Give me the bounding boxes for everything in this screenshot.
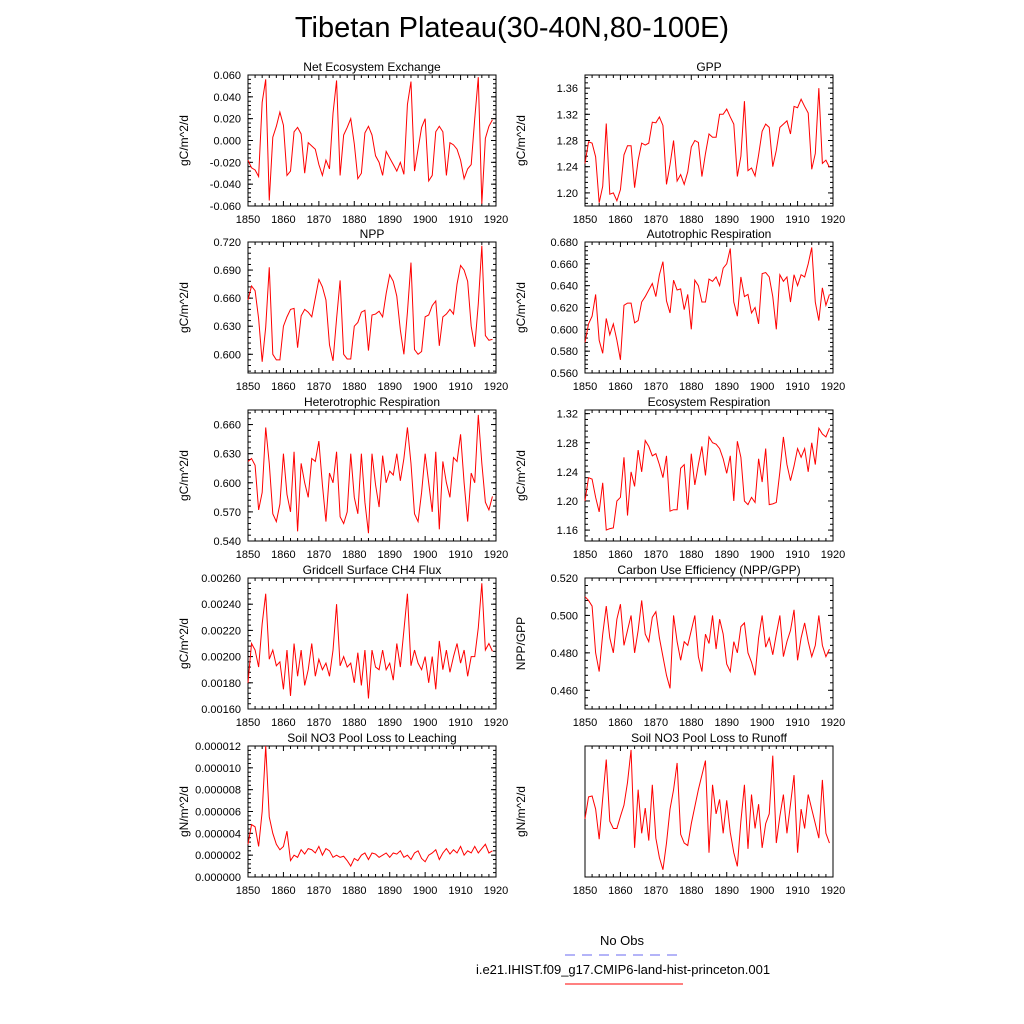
x-tick-label: 1920 — [820, 885, 846, 897]
x-tick-label: 1900 — [749, 214, 775, 226]
y-tick-label: 1.28 — [556, 437, 578, 450]
plot-frame — [248, 75, 496, 206]
y-tick-label: 0.680 — [550, 237, 578, 249]
y-tick-label: 0.660 — [213, 419, 241, 432]
y-tick-label: 0.600 — [213, 349, 241, 362]
y-tick-label: 0.00220 — [201, 625, 241, 638]
x-tick-label: 1870 — [643, 549, 669, 561]
x-tick-label: 1850 — [572, 381, 598, 393]
y-tick-label: 1.32 — [556, 109, 578, 122]
x-tick-label: 1900 — [749, 381, 775, 393]
series-line — [248, 583, 492, 698]
y-axis-label: gC/m^2/d — [514, 450, 528, 501]
y-tick-label: 1.32 — [556, 408, 578, 421]
plot-frame — [585, 242, 833, 373]
x-tick-label: 1920 — [483, 214, 509, 226]
y-tick-label: 0.00240 — [201, 599, 241, 612]
x-tick-label: 1850 — [235, 214, 261, 226]
x-tick-label: 1890 — [714, 549, 739, 561]
y-axis-label: gC/m^2/d — [177, 450, 191, 501]
panel-title: Soil NO3 Pool Loss to Leaching — [287, 731, 457, 745]
x-tick-label: 1910 — [448, 214, 473, 226]
x-tick-label: 1860 — [271, 214, 296, 226]
x-tick-label: 1880 — [342, 214, 367, 226]
x-tick-label: 1870 — [643, 214, 669, 226]
x-tick-label: 1920 — [820, 214, 846, 226]
y-tick-label: 0.640 — [550, 280, 578, 293]
y-tick-label: 0.060 — [213, 70, 241, 82]
panel-title: Soil NO3 Pool Loss to Runoff — [631, 731, 787, 745]
y-axis-label: gC/m^2/d — [514, 282, 528, 333]
y-tick-label: 1.16 — [556, 525, 578, 538]
y-tick-label: 0.540 — [213, 536, 241, 548]
y-tick-label: 1.36 — [556, 83, 578, 96]
x-tick-label: 1900 — [412, 885, 438, 897]
series-line — [248, 746, 492, 866]
y-tick-label: -0.040 — [209, 179, 241, 192]
panel-title: GPP — [696, 60, 722, 74]
series-line — [585, 750, 829, 870]
y-tick-label: 1.24 — [556, 466, 578, 479]
panel-title: Autotrophic Respiration — [646, 227, 772, 241]
x-tick-label: 1870 — [643, 885, 669, 897]
x-tick-label: 1850 — [235, 717, 261, 729]
x-tick-label: 1880 — [679, 214, 704, 226]
y-axis-label: gN/m^2/d — [514, 786, 528, 837]
x-tick-label: 1870 — [306, 717, 332, 729]
plot-frame — [248, 242, 496, 373]
y-tick-label: 0.000 — [213, 135, 241, 148]
x-tick-label: 1850 — [572, 717, 598, 729]
y-tick-label: 0.600 — [213, 477, 241, 490]
panel-title: Net Ecosystem Exchange — [303, 60, 441, 74]
x-tick-label: 1880 — [679, 549, 704, 561]
y-tick-label: 0.000008 — [195, 784, 241, 797]
x-tick-label: 1920 — [820, 549, 846, 561]
series-line — [585, 88, 829, 203]
y-axis-label: gC/m^2/d — [514, 115, 528, 166]
x-tick-label: 1880 — [679, 381, 704, 393]
y-tick-label: 0.00180 — [201, 677, 241, 690]
plot-frame — [248, 578, 496, 709]
plot-frame — [585, 75, 833, 206]
panel-title: NPP — [359, 227, 385, 241]
x-tick-label: 1920 — [820, 717, 846, 729]
x-tick-label: 1850 — [572, 549, 598, 561]
series-line — [248, 415, 492, 533]
x-tick-label: 1860 — [608, 214, 633, 226]
y-tick-label: 1.28 — [556, 135, 578, 148]
x-tick-label: 1900 — [412, 717, 438, 729]
y-tick-label: 0.00260 — [201, 573, 241, 585]
x-tick-label: 1890 — [714, 717, 739, 729]
x-tick-label: 1920 — [483, 549, 509, 561]
y-tick-label: 1.20 — [556, 187, 578, 200]
x-tick-label: 1860 — [608, 381, 633, 393]
x-tick-label: 1900 — [749, 717, 775, 729]
y-tick-label: 0.620 — [550, 302, 578, 315]
y-tick-label: 0.560 — [550, 368, 578, 380]
series-line — [585, 428, 829, 530]
x-tick-label: 1920 — [483, 717, 509, 729]
x-tick-label: 1850 — [572, 885, 598, 897]
y-tick-label: -0.020 — [209, 157, 241, 170]
x-tick-label: 1880 — [342, 885, 367, 897]
x-tick-label: 1850 — [235, 885, 261, 897]
x-tick-label: 1920 — [820, 381, 846, 393]
x-tick-label: 1920 — [483, 885, 509, 897]
x-tick-label: 1890 — [377, 214, 402, 226]
y-tick-label: -0.060 — [209, 201, 241, 213]
x-tick-label: 1890 — [377, 717, 402, 729]
x-tick-label: 1880 — [342, 717, 367, 729]
x-tick-label: 1910 — [785, 549, 810, 561]
y-tick-label: 0.480 — [550, 647, 578, 660]
x-tick-label: 1890 — [377, 885, 402, 897]
y-tick-label: 0.580 — [550, 346, 578, 359]
x-tick-label: 1860 — [271, 381, 296, 393]
y-axis-label: gC/m^2/d — [177, 282, 191, 333]
x-tick-label: 1870 — [643, 717, 669, 729]
panel-title: Heterotrophic Respiration — [303, 395, 441, 409]
x-tick-label: 1890 — [714, 214, 739, 226]
x-tick-label: 1860 — [608, 549, 633, 561]
y-tick-label: 0.040 — [213, 91, 241, 104]
y-axis-label: gC/m^2/d — [177, 618, 191, 669]
x-tick-label: 1870 — [306, 885, 332, 897]
x-tick-label: 1910 — [785, 214, 810, 226]
panel-title: Carbon Use Efficiency (NPP/GPP) — [617, 563, 801, 577]
legend-model-label: i.e21.IHIST.f09_g17.CMIP6-land-hist-princeton.001 — [475, 962, 771, 977]
x-tick-label: 1870 — [306, 381, 332, 393]
y-tick-label: 0.00160 — [201, 704, 241, 716]
y-tick-label: 0.000006 — [195, 806, 241, 819]
legend-obs-label: No Obs — [599, 933, 645, 948]
x-tick-label: 1910 — [448, 885, 473, 897]
y-tick-label: 0.500 — [550, 610, 578, 623]
x-tick-label: 1890 — [377, 381, 402, 393]
y-axis-label: gN/m^2/d — [177, 786, 191, 837]
y-axis-label: NPP/GPP — [514, 616, 528, 671]
y-tick-label: 0.000010 — [195, 762, 241, 775]
y-tick-label: 0.690 — [213, 265, 241, 278]
x-tick-label: 1860 — [608, 717, 633, 729]
y-tick-label: 0.600 — [550, 324, 578, 337]
x-tick-label: 1900 — [412, 381, 438, 393]
x-tick-label: 1860 — [271, 717, 296, 729]
x-tick-label: 1870 — [643, 381, 669, 393]
x-tick-label: 1850 — [235, 381, 261, 393]
y-tick-label: 0.660 — [213, 293, 241, 306]
y-tick-label: 0.000002 — [195, 850, 241, 863]
x-tick-label: 1900 — [412, 214, 438, 226]
series-line — [585, 597, 829, 689]
plot-frame — [248, 746, 496, 877]
y-tick-label: 0.720 — [213, 237, 241, 249]
x-tick-label: 1860 — [271, 549, 296, 561]
y-tick-label: 0.020 — [213, 113, 241, 126]
x-tick-label: 1890 — [377, 549, 402, 561]
x-tick-label: 1870 — [306, 214, 332, 226]
series-line — [248, 77, 492, 204]
x-tick-label: 1860 — [608, 885, 633, 897]
y-tick-label: 0.460 — [550, 685, 578, 698]
x-tick-label: 1890 — [714, 381, 739, 393]
x-tick-label: 1900 — [412, 549, 438, 561]
y-tick-label: 0.000012 — [195, 741, 241, 753]
x-tick-label: 1910 — [785, 717, 810, 729]
x-tick-label: 1900 — [749, 549, 775, 561]
y-tick-label: 0.00200 — [201, 651, 241, 664]
y-tick-label: 0.660 — [550, 258, 578, 271]
y-tick-label: 1.20 — [556, 495, 578, 508]
x-tick-label: 1880 — [342, 381, 367, 393]
x-tick-label: 1900 — [749, 885, 775, 897]
y-tick-label: 0.000004 — [195, 828, 241, 841]
y-axis-label: gC/m^2/d — [177, 115, 191, 166]
x-tick-label: 1850 — [572, 214, 598, 226]
series-line — [585, 247, 829, 359]
y-tick-label: 0.630 — [213, 321, 241, 334]
x-tick-label: 1860 — [271, 885, 296, 897]
x-tick-label: 1920 — [483, 381, 509, 393]
x-tick-label: 1880 — [679, 885, 704, 897]
series-line — [248, 246, 492, 362]
x-tick-label: 1890 — [714, 885, 739, 897]
x-tick-label: 1910 — [785, 885, 810, 897]
y-tick-label: 0.570 — [213, 506, 241, 519]
page-title: Tibetan Plateau(30-40N,80-100E) — [294, 12, 730, 44]
x-tick-label: 1850 — [235, 549, 261, 561]
panel-title: Ecosystem Respiration — [647, 395, 771, 409]
y-tick-label: 1.24 — [556, 161, 578, 174]
x-tick-label: 1910 — [785, 381, 810, 393]
x-tick-label: 1910 — [448, 717, 473, 729]
panel-title: Gridcell Surface CH4 Flux — [302, 563, 442, 577]
x-tick-label: 1880 — [342, 549, 367, 561]
x-tick-label: 1910 — [448, 549, 473, 561]
x-tick-label: 1910 — [448, 381, 473, 393]
x-tick-label: 1880 — [679, 717, 704, 729]
y-tick-label: 0.520 — [550, 573, 578, 585]
y-tick-label: 0.000000 — [195, 872, 241, 884]
x-tick-label: 1870 — [306, 549, 332, 561]
y-tick-label: 0.630 — [213, 448, 241, 461]
